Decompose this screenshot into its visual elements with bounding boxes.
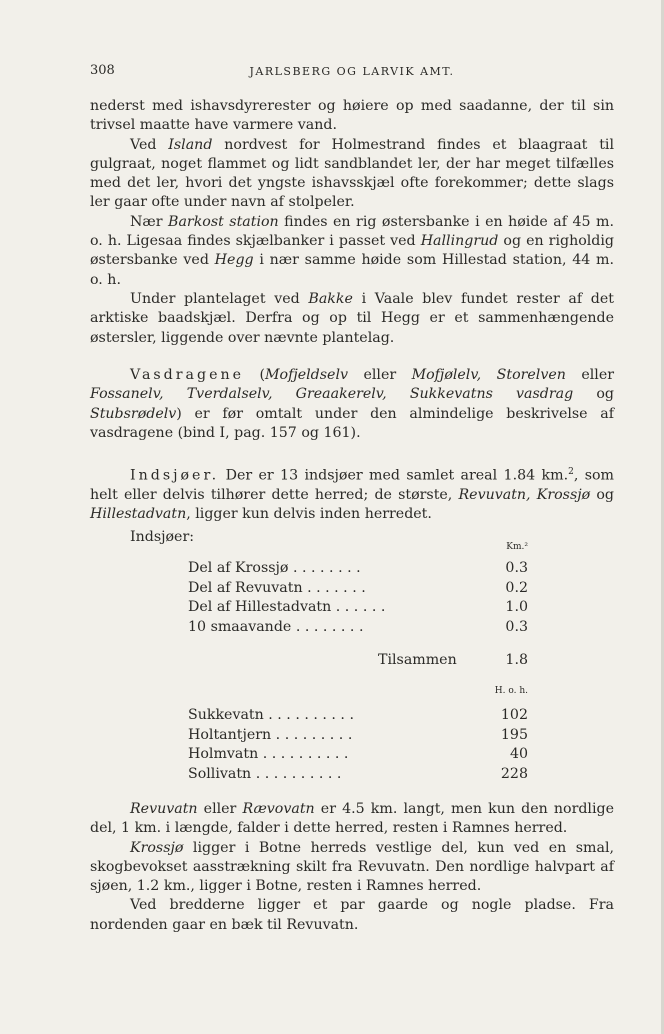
paragraph-text: i nær samme høide som Hillestad station, 44 m. o. h. [90,252,615,288]
page-header [90,63,614,83]
paragraph-text: Ved bredderne ligger et par gaarde og nogle pladse. Fra nordenden gaar en bæk til Revuvatn. [90,897,614,933]
place-name: Hegg [214,252,254,269]
row-label: Del af Krossjø . . . . . . . . [188,560,361,576]
paragraph-revuvatn [90,800,614,839]
paragraph-text: er 4.5 km. langt, men kun den nordlige del, 1 km. i længde, falder i dette herred, resten i Ramnes herred. [90,801,614,837]
river-name: Mofjølelv, Storelven [411,367,566,383]
running-head: JARLSBERG OG LARVIK AMT. [249,65,455,78]
total-value: 1.8 [505,652,528,668]
text-block-bottom [90,800,614,935]
table-row [188,707,528,727]
river-name: Mofjeldselv [265,367,348,383]
paragraph-bakke [90,290,614,348]
total-row [378,652,528,672]
paragraph-barkost [90,213,614,290]
place-name: Bakke [308,290,353,307]
row-label: Holmvatn . . . . . . . . . . [188,746,349,762]
place-name: Hallingrud [420,233,499,250]
table-row [188,560,528,580]
paragraph-text: eller [197,801,243,817]
row-value: 0.2 [505,579,528,596]
row-value: 195 [500,726,528,743]
paragraph-bredderne [90,896,614,935]
row-value: 40 [509,746,528,762]
text-block-indsjoer [90,463,614,525]
paragraph-text: og [590,487,614,504]
row-label: Del af Hillestadvatn . . . . . . [188,599,386,615]
paragraph-text: ligger i Botne herreds vestlige del, kun ved en smal, skogbevokset aasstrækning skilt fra Revuvatn. Den nordlige halvpart af sjøen, 1.2 km., ligger i Botne, resten i Ramnes herred. [90,839,614,895]
paragraph-text: , ligger kun delvis inden herredet. [186,506,432,523]
paragraph-continuation [90,97,614,136]
page-number: 308 [90,63,115,78]
paragraph-text: , som helt eller delvis tilhører dette herred; de største, [90,467,614,504]
paragraph-text: ) er før omtalt under den almindelige beskrivelse af vasdragene (bind I, pag. 157 og 161). [90,405,614,441]
paragraph-text: og en righoldig østersbanke ved [90,233,614,269]
row-label: Holtantjern . . . . . . . . . [188,726,353,743]
paragraph-text: og [573,386,614,403]
table-row [188,580,528,600]
area-unit: Km.² [506,542,528,552]
row-value: 1.0 [505,599,528,615]
paragraph-text: i Vaale blev fundet rester af det arktiske baadskjæl. Derfra og op til Hegg er et sammenhængende østersler, liggende over nævnte plantelag. [90,290,614,346]
lake-name: Hillestadvatn [90,506,187,523]
text-block-vasdrag [90,366,614,443]
table-row [188,727,528,747]
lake-name: Revuvatn, Krossjø [458,487,591,504]
altitude-unit: H. o. h. [494,686,528,696]
paragraph-text: nordvest for Holmestrand findes et blaagraat til gulgraat, noget flammet og lidt sandblandet ler, der har meget tilfælles med det ler, hvori det yngste ishavsskjæl ofte forekommer; dette slags ler gaar ofte under navn af stolpeler. [90,136,614,211]
row-label: Sollivatn . . . . . . . . . . [188,765,342,782]
paragraph-text: Under plantelaget ved [130,290,309,307]
paragraph-text: ( [244,367,266,383]
superscript: 2 [568,467,574,477]
table-intro: Indsjøer: [130,529,195,545]
table-row [188,746,528,766]
paragraph-text: Ved [130,136,169,153]
paragraph-indsjoer [90,463,614,525]
paragraph-text: eller [565,367,615,383]
section-heading: Vasdragene [130,367,245,383]
paragraph-text: findes en rig østersbanke i en høide af 45 m. o. h. Ligesaa findes skjælbanker i passet ved [90,213,615,250]
paragraph-text: Der er 13 indsjøer med samlet areal 1.84 km. [219,467,569,484]
paragraph-text: eller [348,367,412,383]
total-label: Tilsammen [378,652,457,668]
paragraph-island [90,136,614,213]
table-row [188,766,528,786]
row-label: Sukkevatn . . . . . . . . . . [188,707,354,723]
river-name: Stubsrødelv [90,405,177,422]
table-row [188,599,528,619]
paragraph-text: Nær [130,213,169,230]
text-block-top [90,97,614,348]
row-label: 10 smaavande . . . . . . . . [188,618,364,635]
place-name: Island [168,136,213,153]
lake-name: Krossjø [130,839,184,856]
river-name: Fossanelv, Tverdalselv, Greaakerelv, Sukkevatns vasdrag [90,386,574,403]
row-value: 0.3 [505,560,528,576]
table-row [188,619,528,639]
lake-name: Revuvatn [130,801,198,817]
row-label: Del af Revuvatn . . . . . . . [188,579,366,596]
row-value: 0.3 [505,618,528,635]
row-value: 102 [500,707,528,723]
paragraph-krossjo [90,839,614,897]
row-value: 228 [500,765,528,782]
section-heading: Indsjøer. [130,467,220,484]
paragraph-text: nederst med ishavsdyrerester og høiere op med saadanne, der til sin trivsel maatte have varmere vand. [90,98,614,134]
paragraph-vasdragene [90,366,614,443]
place-name: Barkost station [168,213,279,230]
lake-name: Rævovatn [242,801,315,817]
